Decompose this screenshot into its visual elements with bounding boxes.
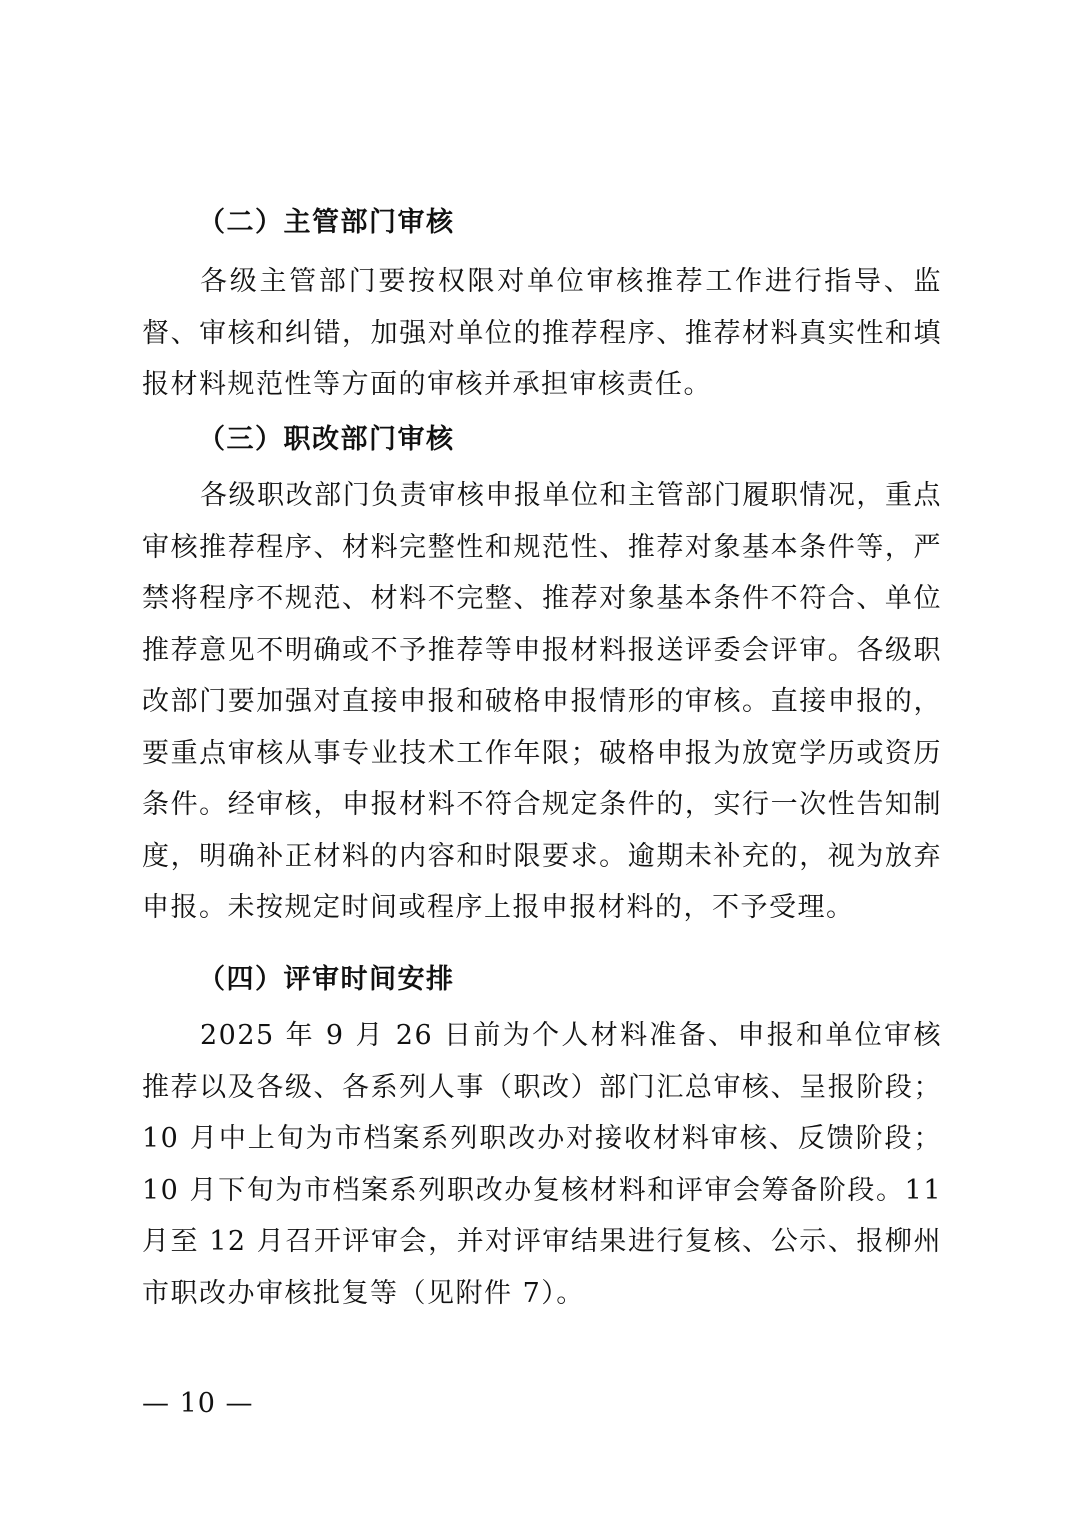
section-heading-4: （四）评审时间安排 [198,964,455,995]
section-heading-2: （二）主管部门审核 [198,207,455,238]
section-paragraph-2: 各级主管部门要按权限对单位审核推荐工作进行指导、监督、审核和纠错，加强对单位的推荐程序、推荐材料真实性和填报材料规范性等方面的审核并承担审核责任。 [142,266,942,400]
section-paragraph-3: 各级职改部门负责审核申报单位和主管部门履职情况，重点审核推荐程序、材料完整性和规范性、推荐对象基本条件等，严禁将程序不规范、材料不完整、推荐对象基本条件不符合、单位推荐意见不明确或不予推荐等申报材料报送评委会评审。各级职改部门要加强对直接申报和破格申报情形的审核。直接申报的，要重点审核从事专业技术工作年限；破格申报为放宽学历或资历条件。经审核，申报材料不符合规定条件的，实行一次性告知制度，明确补正材料的内容和时限要求。逾期未补充的，视为放弃申报。未按规定时间或程序上报申报材料的，不予受理。 [142,480,942,923]
section-heading-3: （三）职改部门审核 [198,424,455,455]
section-paragraph-4: 2025 年 9 月 26 日前为个人材料准备、申报和单位审核推荐以及各级、各系列人事（职改）部门汇总审核、呈报阶段； 10 月中上旬为市档案系列职改办对接收材料审核、反馈阶段； 10 月下旬为市档案系列职改办复核材料和评审会筹备阶段。11 月至 12 月召开评审会，并对评审结果进行复核、公示、报柳州市职改办审核批复等（见附件 7）。 [142,1020,942,1309]
page-number: — 10 — [142,1388,254,1419]
